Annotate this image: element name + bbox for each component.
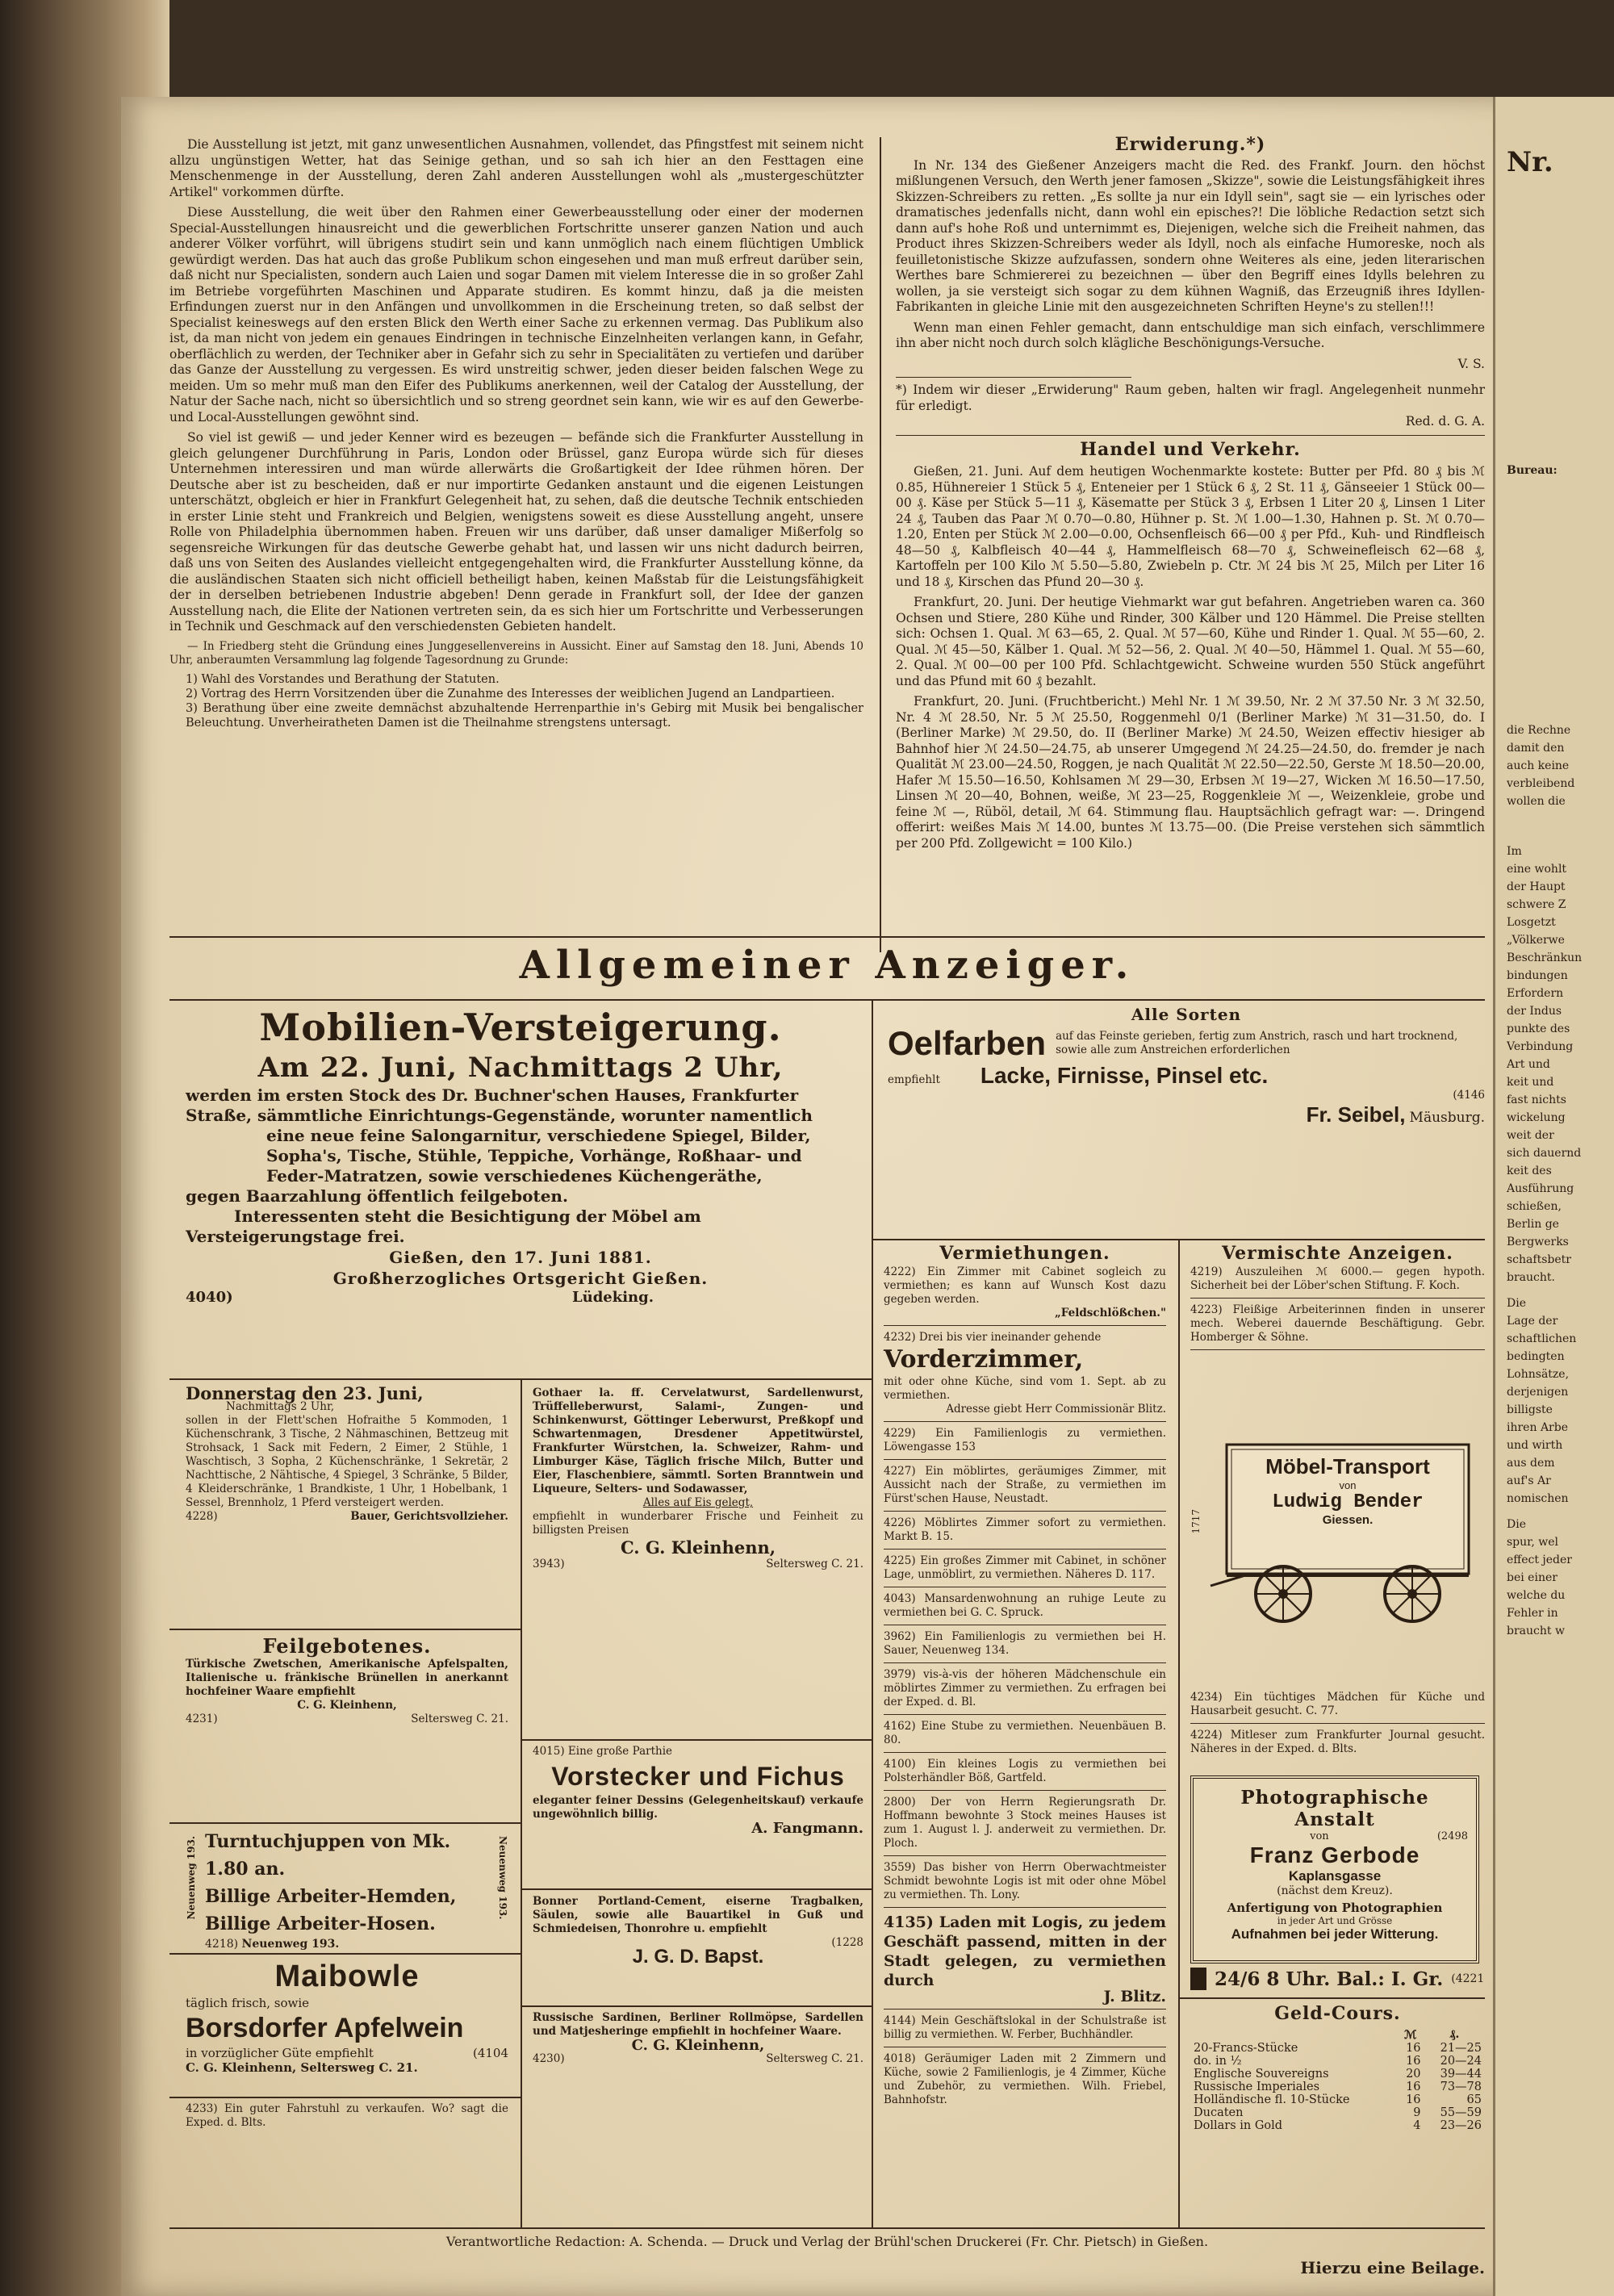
feilgebotenes-signer: C. G. Kleinhenn, (297, 1699, 397, 1712)
exchange-rate-table (1190, 2027, 1485, 2132)
pfennig-value: 55—59 (1440, 2106, 1482, 2119)
donnerstag-body: sollen in der Flett'schen Hofraithe 5 Kommoden, 1 Küchenschrank, 3 Tische, 2 Nähmaschinen, Bettzeug mit Strohsack, 1 Sack mit Federn, 2 Eimer, 2 Stühle, 1 Waschtisch, 3 Sopha, 2 Küchenschränke, 1 Sekretär, 2 Nachttische, 2 Nähtische, 4 Spiegel, 3 Schränke, 5 Bilder, 4 Kleiderschränke, 1 Brandkiste, 1 Uhr, 1 Hobelbank, 1 Sessel, Brennholz, 1 Pferd versteigert werden. (186, 1414, 508, 1509)
rental-ad: 4226) Möblirtes Zimmer sofort zu vermiethen. Markt B. 15. (884, 1516, 1166, 1543)
article-paragraph: Die Ausstellung ist jetzt, mit ganz unwesentlichen Ausnahmen, vollendet, das Pfingstfest mit seinem nicht allzu ungünstigen Wetter, hat das Seinige gethan, und so sah ich hier an den Festtagen eine Menschenmenge in der Ausstellung, deren Zahl anderen Ausstellungen wohl als „mustergeschützter Artikel" vorkommen dürfte. (169, 137, 863, 199)
adjacent-page-line: sich dauernd (1507, 1147, 1582, 1160)
donnerstag-signer: Bauer, Gerichtsvollzieher. (350, 1510, 508, 1523)
adjacent-page-text (1495, 97, 1614, 1640)
adjacent-page-line: billigste (1507, 1403, 1553, 1416)
article-paragraph: So viel ist gewiß — und jeder Kenner wird es bezeugen — befände sich die Frankfurter Ausstellung in gleich gelungener Durchführung in Paris, London oder Brüssel, ganz Europa würde sich für dieses Unternehmen interessiren und man würde allerwärts die Großartigkeit der Idee rühmen hören. Der Deutsche aber ist zu bescheiden, daß er nur importirte Gedanken anstaunt und die eigenen Leistungen unterschätzt, obgleich er hier in Frankfurt Gelegenheit hat, zu sehen, daß die deutsche Technik entschieden in erster Linie steht und Frankreich und Belgien, wenigstens soweit es diese Ausstellung angeht, unsere Rolle von Philadelphia übernommen haben. Freuen wir uns darüber, daß unser damaliger Mißerfolg so segensreiche Wirkungen für das deutsche Gewerbe gehabt hat, und lassen wir uns nicht dadurch beirren, daß uns von Seiten des Auslandes vielleicht entgegengehalten wird, die Frankfurter Ausstellung könne, da die ausländischen Staaten sich nicht officiell betheiligt haben, keinen Maßstab für die Leistungsfähigkeit der in derselben betriebenen Industrie abgeben! Denn gerade in Frankfurt soll, der Idee der ganzen Ausstellung nach, die Elite der Nationen vertreten sein, da es sich hier um Fortschritte und Verbesserungen in Technik und Geschmack auf den verschiedensten Gebieten handelt. (169, 430, 863, 634)
adjacent-page-line: braucht w (1507, 1625, 1565, 1637)
adjacent-page-line: weit der (1507, 1129, 1554, 1142)
wagon-von: von (1339, 1479, 1357, 1491)
coin-name: 20-Francs-Stücke (1194, 2042, 1298, 2055)
section-rule (896, 435, 1485, 436)
table-row (1190, 2119, 1485, 2132)
photo-name: Franz Gerbode (1249, 1842, 1420, 1867)
coin-name: Englische Souvereigns (1194, 2068, 1329, 2081)
bal-text: 24/6 8 Uhr. Bal.: I. Gr. (1215, 1968, 1444, 1990)
ad-number: 4015) (533, 1745, 565, 1758)
adjacent-page-line: bindungen (1507, 969, 1568, 982)
rental-list (884, 1421, 1166, 1908)
section-rule (521, 1888, 872, 1890)
ad-number: 4230) (533, 2052, 565, 2065)
rental-ad: 4222) Ein Zimmer mit Cabinet sogleich zu vermiethen; es kann auf Wunsch Kost dazu gegeben werden. (884, 1265, 1166, 1306)
adjacent-page-line: Ausführung (1507, 1182, 1574, 1195)
misc-ad: 4234) Ein tüchtiges Mädchen für Küche und Hausarbeit gesucht. C. 77. (1190, 1691, 1485, 1717)
adjacent-page-line: und wirth (1507, 1439, 1563, 1452)
column-header: ₰. (1449, 2027, 1460, 2041)
wagon-title: Möbel-Transport (1265, 1454, 1430, 1478)
maibowle-title: Maibowle (274, 1959, 420, 1993)
ad-number: 1717 (1190, 1509, 1202, 1534)
adjacent-page-line: Die (1507, 1297, 1526, 1310)
fahrstuhl-ad: 4233) Ein guter Fahrstuhl zu verkaufen. Wo? sagt die Exped. d. Blts. (186, 2102, 508, 2129)
adjacent-page-line: punkte des (1507, 1023, 1570, 1035)
adjacent-page-line: bei einer (1507, 1571, 1558, 1584)
oelfarben-desc: auf das Feinste gerieben, fertig zum Anstrich, rasch und hart trocknend, sowie alle zum Anstreichen erforderlichen (1056, 1030, 1458, 1056)
agenda-item: 3) Berathung über eine zweite demnächst abzuhaltende Herrenparthie in's Gebirg mit Musik bei bengalischer Beleuchtung. Unverheiratheten Damen ist die Theilnahme strengstens untersagt. (186, 701, 863, 730)
imprint: Verantwortliche Redaction: A. Schenda. — Druck und Verlag der Brühl'schen Druckerei (Fr. Chr. Pietsch) in Gießen. (445, 2234, 1209, 2249)
auction-payment: gegen Baarzahlung öffentlich feilgeboten. (186, 1186, 568, 1206)
donnerstag-auction-ad (186, 1383, 508, 1524)
donnerstag-time: Nachmittags 2 Uhr, (226, 1400, 335, 1413)
pfennig-value: 73—78 (1440, 2081, 1482, 2093)
auction-ad (186, 1005, 855, 1306)
column-divider (1178, 1239, 1180, 2227)
adjacent-page-line: Lohnsätze, (1507, 1368, 1570, 1381)
footnote-signature: Red. d. G. A. (1405, 414, 1485, 429)
photo-service: Anfertigung von Photographien (1227, 1901, 1443, 1915)
ad-rule (884, 1325, 1166, 1326)
adjacent-page-line: fast nichts (1507, 1094, 1566, 1106)
oelfarben-ad (888, 1005, 1485, 1127)
coin-name: Russische Imperiales (1194, 2081, 1320, 2093)
anzeiger-title: Allgemeiner Anzeiger. (519, 943, 1135, 988)
adjacent-page-line: spur, wel (1507, 1536, 1558, 1549)
rental-ad: 2800) Der von Herrn Regierungsrath Dr. Hoffmann bewohnte 3 Stock meines Hauses ist zum 1. August l. J. anderweit zu vermiethen. Dr. Ploch. (884, 1796, 1166, 1850)
misc-ad: 4223) Fleißige Arbeiterinnen finden in unserer mech. Weberei dauernde Beschäftigung. Gebr. Homberger & Söhne. (1190, 1303, 1485, 1344)
feilgebotenes-body: Türkische Zwetschen, Amerikanische Apfelspalten, Italienische u. fränkische Brünellen in anerkannt hochfeiner Waare empfiehlt (186, 1658, 508, 1698)
adjacent-page-line: Im (1507, 845, 1522, 858)
ad-number: (4104 (472, 2046, 508, 2060)
adjacent-page-line: welche du (1507, 1589, 1566, 1602)
photo-weather: Aufnahmen bei jeder Witterung. (1231, 1926, 1439, 1942)
oelfarben-signature-row (888, 1102, 1485, 1127)
vorstecker-signer: A. Fangmann. (751, 1820, 863, 1837)
mark-value: 16 (1406, 2042, 1421, 2055)
column-divider (880, 137, 881, 952)
adjacent-page-line: keit und (1507, 1076, 1554, 1089)
maibowle-quality: in vorzüglicher Güte empfiehlt (186, 2046, 374, 2060)
article-paragraph: Diese Ausstellung, die weit über den Rahmen einer Gewerbeausstellung oder einer der modernen Special-Ausstellungen hinausreicht und die gewerblichen Fortschritte unserer ganzen Nation und auch anderer Völker vorführt, will übrigens studirt sein und kann unmöglich nach einem flüchtigen Umblick gewürdigt werden. Das hat auch das große Publikum schon eingesehen und man muß erfreut darüber sein, daß nicht nur Specialisten, sondern auch Laien und sogar Damen mit vielem Interesse die in so großer Zahl im Betriebe vorgeführten Maschinen und Apparate studiren. Es kommt hinzu, daß ja die meisten Erfindungen zuerst nur in den Anfängen und unvollkommen in die Erscheinung treten, so daß selbst der Specialist keineswegs auf den ersten Blick den Werth einer Sache zu erkennen vermag. Das Publikum also ist, da man nicht von jedem ein genaues Eindringen in technische Einzelnheiten verlangen kann, in Gefahr, oberflächlich zu werden, der Techniker aber in Gefahr sich zu sehr in Specialitäten zu vertiefen und darüber das Ganze der Ausstellung zu vergessen. Es wird unstreitig schwer, jeden dieser beiden falschen Wege zu meiden. Um so mehr muß man den Eifer des Publikums anerkennen, weil der Catalog der Ausstellung, der Natur der Sache nach, nicht so übersichtlich und so streng geordnet sein kann, wie wir es auf den Gewerbe- und Local-Ausstellungen gewöhnt sind. (169, 205, 863, 424)
mark-value: 16 (1406, 2081, 1421, 2093)
agenda-list (186, 672, 863, 730)
auction-signer: Lüdeking. (571, 1289, 654, 1306)
adjacent-page-line: derjenigen (1507, 1386, 1569, 1399)
agenda-item: 2) Vortrag des Herrn Vorsitzenden über die Zunahme des Interesses der weiblichen Jugend an Landpartieen. (186, 687, 835, 701)
sardinen-ad (533, 2011, 863, 2066)
column-divider (872, 1001, 873, 2227)
arbeiter-ad (186, 1828, 508, 1949)
rental-ad: 3559) Das bisher von Herrn Oberwachtmeister Schmidt bewohnte Logis ist mit oder ohne Möbel zu vermiethen. Th. Lony. (884, 1861, 1166, 1901)
adjacent-page-line: verbleibend (1507, 777, 1575, 790)
address-side-right: Neuenweg 193. (497, 1836, 508, 1920)
ad-number: (4146 (1453, 1089, 1485, 1102)
ad-number: (4221 (1451, 1972, 1485, 1985)
bal-ad (1190, 1968, 1485, 1990)
photo-von-row (1202, 1830, 1468, 1842)
arbeiter-line: Turntuchjuppen von Mk. 1.80 an. (205, 1831, 451, 1880)
arbeiter-address: Neuenweg 193. (241, 1938, 340, 1951)
section-rule (169, 999, 1485, 1001)
adjacent-page-line: wollen die (1507, 795, 1566, 808)
adjacent-page-line: braucht. (1507, 1271, 1555, 1284)
geld-cours-section (1190, 2003, 1485, 2132)
sardinen-address: Seltersweg C. 21. (766, 2052, 863, 2065)
bauartikel-body: Bonner Portland-Cement, eiserne Tragbalken, Säulen, sowie alle Bauartikel in Guß und Schmiedeisen, Thonrohre u. empfiehlt (533, 1895, 863, 1935)
erwiderung-title: Erwiderung.*) (1114, 134, 1266, 155)
section-rule (1178, 1997, 1485, 1999)
vermiethungen-section (884, 1243, 1166, 2107)
arbeiter-line: Billige Arbeiter-Hosen. (205, 1913, 436, 1934)
bauartikel-ad (533, 1895, 863, 1968)
oelfarben-title: Oelfarben (888, 1024, 1047, 1062)
coin-name: Ducaten (1194, 2106, 1244, 2119)
adjacent-page-line: wickelung (1507, 1111, 1566, 1124)
ad-rule (884, 1907, 1166, 1908)
pfennig-value: 65 (1466, 2093, 1482, 2106)
handel-title: Handel und Verkehr. (1080, 438, 1301, 460)
auction-place-date: Gießen, den 17. Juni 1881. (389, 1248, 652, 1267)
table-row (1190, 2093, 1485, 2106)
oelfarben-products: Lacke, Firnisse, Pinsel etc. (980, 1063, 1269, 1088)
adjacent-page-line: Beschränkun (1507, 951, 1583, 964)
adjacent-page-line: bedingten (1507, 1350, 1565, 1363)
ad-rule (884, 2009, 1166, 2010)
oelfarben-row (888, 1024, 1485, 1063)
photo-title: Photographische Anstalt (1240, 1787, 1429, 1830)
beilage-notice: Hierzu eine Beilage. (1300, 2258, 1485, 2277)
pfennig-value: 23—26 (1440, 2119, 1482, 2132)
market-report-frankfurt-cattle: Frankfurt, 20. Juni. Der heutige Viehmarkt war gut befahren. Angetrieben waren ca. 360 Ochsen und Stiere, 280 Kühe und Rinder, 300 Kälber und 120 Hämmel. Die Preise stellten sich: Ochsen 1. Qual. ℳ 63—65, 2. Qual. ℳ 57—60, Kühe und Rinder 1. Qual. ℳ 55—60, 2. Qual. ℳ 45—50, Kälber 1. Qual. ℳ 52—56, 2. Qual. ℳ 40—50, Hämmel 1. Qual. ℳ 55—60, 2. Qual. ℳ 00—00 per 100 Pfd. Schlachtgewicht. Schweine wurden 550 Stück angeführt und das Pfund mit 60 ₰ bezahlt. (896, 595, 1485, 688)
sardinen-signature-row (533, 2052, 863, 2066)
photo-von: von (1310, 1830, 1329, 1842)
misc-ad: 4224) Mitleser zum Frankfurter Journal gesucht. Näheres in der Exped. d. Blts. (1190, 1729, 1485, 1755)
coin-name: Holländische fl. 10-Stücke (1194, 2093, 1350, 2106)
table-header-row (1190, 2027, 1485, 2042)
delikatessen-ad (533, 1386, 863, 1571)
donnerstag-title: Donnerstag den 23. Juni, (186, 1383, 424, 1403)
photo-size: in jeder Art und Grösse (1277, 1915, 1393, 1926)
vorderzimmer-title: Vorderzimmer, (884, 1345, 1084, 1374)
table-row (1190, 2042, 1485, 2055)
feilgebotenes-signature-row (186, 1713, 508, 1726)
rental-ad: 4144) Mein Geschäftslokal in der Schulstraße ist billig zu vermiethen. W. Ferber, Buchhändler. (884, 2014, 1166, 2041)
rental-ad: 4043) Mansardenwohnung an ruhige Leute zu vermiethen bei G. C. Spruck. (884, 1592, 1166, 1619)
footer-rule (169, 2227, 1485, 2229)
rental-ad: 4227) Ein möblirtes, geräumiges Zimmer, mit Aussicht nach der Straße, zu vermiethen im Fürst'schen Hause, Neustadt. (884, 1465, 1166, 1505)
mark-value: 4 (1413, 2119, 1421, 2132)
ad-number: (1228 (831, 1936, 863, 1949)
mark-value: 16 (1406, 2055, 1421, 2068)
adjacent-page-line: schwere Z (1507, 898, 1566, 911)
arbeiter-signature-row (205, 1938, 489, 1951)
ad-number: 4231) (186, 1713, 218, 1725)
table-row (1190, 2068, 1485, 2081)
adjacent-page-line: Losgetzt (1507, 916, 1556, 929)
table-row (1190, 2055, 1485, 2068)
arbeiter-line: Billige Arbeiter-Hemden, (205, 1886, 457, 1907)
rental-ad: 3962) Ein Familienlogis zu vermiethen bei H. Sauer, Neuenweg 134. (884, 1630, 1166, 1657)
adjacent-page-line: auch keine (1507, 759, 1570, 772)
auction-title: Mobilien-Versteigerung. (259, 1006, 782, 1049)
ad-rule (1190, 1349, 1485, 1350)
vermischte-title: Vermischte Anzeigen. (1222, 1243, 1453, 1264)
footnote-rule (896, 377, 1131, 378)
adjacent-page-line: keit des (1507, 1165, 1552, 1177)
erwiderung-signature: V. S. (1457, 356, 1485, 371)
vermischte-section (1190, 1243, 1485, 1355)
adjacent-page-line: „Völkerwe (1507, 934, 1565, 947)
misc-ad: 4219) Auszuleihen ℳ 6000.— gegen hypoth. Sicherheit bei der Löber'schen Stiftung. F. Koch. (1190, 1265, 1485, 1292)
maibowle-signer: C. G. Kleinhenn, Seltersweg C. 21. (186, 2060, 418, 2075)
ad-rule (1190, 1298, 1485, 1299)
adjacent-page-line: ihren Arbe (1507, 1421, 1568, 1434)
sardinen-signer: C. G. Kleinhenn, (631, 2037, 765, 2054)
section-rule-main (169, 936, 1485, 938)
wagon-name: Ludwig Bender (1272, 1491, 1424, 1513)
maibowle-ad (186, 1957, 508, 2075)
adjacent-page-line: schaftlichen (1507, 1332, 1577, 1345)
sardinen-body: Russische Sardinen, Berliner Rollmöpse, Sardellen und Matjesheringe empfiehlt in hochfeiner Waare. (533, 2011, 863, 2038)
section-rule (169, 1629, 521, 1630)
adjacent-page-line: damit den (1507, 742, 1565, 755)
photo-street: Kaplansgasse (1288, 1868, 1382, 1884)
oelfarben-street: Mäusburg. (1409, 1110, 1485, 1126)
mark-value: 20 (1406, 2068, 1421, 2081)
vorderzimmer-body: mit oder ohne Küche, sind vom 1. Sept. ab zu vermiethen. (884, 1375, 1166, 1402)
ad-rule (1190, 1723, 1485, 1724)
adjacent-page-line: Art und (1507, 1058, 1550, 1071)
feilgebotenes-ad (186, 1634, 508, 1726)
ad-rule (884, 1511, 1166, 1512)
arbeiter-lines (205, 1828, 489, 1938)
feilgebotenes-address: Seltersweg C. 21. (411, 1713, 508, 1725)
moebel-transport-ad (1190, 1437, 1485, 1679)
adjacent-page-line: eine wohlt (1507, 863, 1567, 876)
auction-items: eine neue feine Salongarnitur, verschiedene Spiegel, Bilder, Sopha's, Tische, Stühle, Teppiche, Vorhänge, Roßhaar- und Feder-Matratzen, sowie verschiedenes Küchengeräthe, (266, 1126, 811, 1186)
address-side-left: Neuenweg 193. (186, 1836, 197, 1920)
laden-signer: J. Blitz. (1103, 1988, 1166, 2005)
pfennig-value: 20—24 (1440, 2055, 1482, 2068)
misc-ads-2 (1190, 1691, 1485, 1756)
delikatessen-address: Seltersweg C. 21. (766, 1558, 863, 1570)
adjacent-page-line: nomischen (1507, 1492, 1569, 1505)
ad-number: 4218) (205, 1938, 239, 1951)
delikatessen-ice: Alles auf Eis gelegt, (642, 1496, 754, 1509)
auction-interest: Interessenten steht die Besichtigung der Möbel am Versteigerungstage frei. (186, 1207, 701, 1246)
adjacent-page-strip (1493, 97, 1614, 2296)
adjacent-page-line: Bergwerks (1507, 1236, 1569, 1248)
donnerstag-signature-row (186, 1510, 508, 1524)
adjacent-page-line: Verbindung (1507, 1040, 1574, 1053)
auction-signature-row (186, 1289, 855, 1306)
coin-name: Dollars in Gold (1194, 2119, 1283, 2132)
column-header: ℳ (1403, 2027, 1417, 2042)
adjacent-page-line: Die (1507, 1518, 1526, 1531)
delikatessen-signer: C. G. Kleinhenn, (620, 1537, 776, 1558)
friedberg-notice: — In Friedberg steht die Gründung eines Junggesellenvereins in Aussicht. Einer auf Samstag den 18. Juni, Abends 10 Uhr, anberaumten Versammlung lag folgende Tagesordnung zu Grunde: (169, 639, 863, 667)
section-rule (521, 1739, 872, 1741)
maibowle-sub: täglich frisch, sowie (186, 1996, 310, 2010)
ad-rule (884, 1714, 1166, 1715)
rental-ad: 4100) Ein kleines Logis zu vermiethen bei Polsterhändler Böß, Gartfeld. (884, 1758, 1166, 1784)
erwiderung-footnote: *) Indem wir dieser „Erwiderung" Raum geben, halten wir fragl. Angelegenheit nunmehr für erledigt. (896, 383, 1485, 413)
erwiderung-body: In Nr. 134 des Gießener Anzeigers macht die Red. des Frankf. Journ. den höchst mißlungenen Versuch, den Werth jener famosen „Skizze", sowie die Leistungsfähigkeit ihres Skizzen-Schreibers zu retten. „Es sollte ja nur ein Idyll sein", sagt sie — ein lyrisches oder dramatisches jedenfalls nicht, dann wohl ein episches?! Die löbliche Redaction setzt sich dann auf's hohe Roß und unternimmt es, Diejenigen, welche sich die Freiheit nahmen, das Product ihres Skizzen-Schreibers weder als Idyll, noch als einfache Humoreske, noch als feuilletonistische Skizze aufzufassen, sondern ohne Weiteres als eine, jeden literarischen Werthes bare Schmiererei zu bezeichnen — über den Begriff eines Idylls belehren zu wollen, ja sie versteigt sich sogar zu dem kühnen Wagniß, das Erzeugniß ihres Idyllen-Fabrikanten in gleiche Linie mit den ausgezeichneten Schriften Heyne's zu stellen!!! (896, 157, 1485, 314)
auction-authority: Großherzogliches Ortsgericht Gießen. (332, 1269, 709, 1288)
auction-date: Am 22. Juni, Nachmittags 2 Uhr, (257, 1052, 784, 1084)
adjacent-page-line: die Rechne (1507, 724, 1571, 737)
adjacent-page-line: Bureau: (1507, 464, 1558, 477)
erwiderung-article (896, 134, 1485, 856)
feilgebotenes-title: Feilgebotenes. (262, 1634, 432, 1658)
pfennig-value: 21—25 (1440, 2042, 1482, 2055)
ad-rule (884, 1459, 1166, 1460)
adjacent-page-line: Nr. (1507, 146, 1553, 178)
exchange-rate-body (1190, 2042, 1485, 2132)
ad-number: 4040) (186, 1289, 233, 1306)
ad-rule (884, 1752, 1166, 1753)
vermiethungen-title: Vermiethungen. (939, 1243, 1110, 1264)
pfennig-value: 39—44 (1440, 2068, 1482, 2081)
vorstecker-intro-row (533, 1745, 863, 1759)
rental-ad: 4018) Geräumiger Laden mit 2 Zimmern und Küche, sowie 2 Familienlogis, je 4 Zimmer, Küche und Zubehör, zu vermiethen. Wilh. Friebel, Bahnhofstr. (884, 2052, 1166, 2106)
market-report-giessen: Gießen, 21. Juni. Auf dem heutigen Wochenmarkte kostete: Butter per Pfd. 80 ₰ bis ℳ 0.85, Hühnereier 1 Stück 5 ₰, Enteneier per 1 Stück 6 ₰, 2 St. 11 ₰, Gänseeier 1 Stück 00—00 ₰. Käse per Stück 5—11 ₰, Käsematte per Stück 3 ₰, Erbsen 1 Liter 20 ₰, Linsen 1 Liter 24 ₰, Tauben das Paar ℳ 0.70—0.80, Hühner p. St. ℳ 1.00—1.30, Hahnen p. St. ℳ 0.70—1.20, Enten per Stück ℳ 2.00—0.00, Ochsenfleisch 66—00 ₰ per Pfd., Kuh- und Rindfleisch 48—50 ₰, Kalbfleisch 40—44 ₰, Hammelfleisch 68—70 ₰, Schweinefleisch 62—68 ₰, Kartoffeln per 100 Kilo ℳ 5.50—5.80, Zwiebeln p. Ctr. ℳ 24 bis ℳ 25, Milch per Liter 16 und 18 ₰, Kirschen das Pfund 20—30 ₰. (896, 464, 1485, 589)
rental-ad: 3979) vis-à-vis der höheren Mädchenschule ein möblirtes Zimmer zu vermiethen. Zu erfragen bei der Exped. d. Bl. (884, 1668, 1166, 1708)
oelfarben-signer: Fr. Seibel, (1306, 1102, 1406, 1127)
ad-rule (884, 1421, 1166, 1422)
erwiderung-body: Wenn man einen Fehler gemacht, dann entschuldige man sich einfach, verschlimmere ihn aber nicht noch durch solch klägliche Beschönigungs-Versuche. (896, 320, 1485, 350)
adjacent-page-line: Erfordern (1507, 987, 1564, 1000)
oelfarben-products-row (888, 1063, 1485, 1089)
adjacent-page-line: schaftsbetr (1507, 1253, 1571, 1266)
ad-number: 4228) (186, 1510, 218, 1523)
coin-name: do. in ½ (1194, 2055, 1242, 2068)
agenda-item: 1) Wahl des Vorstandes und Berathung der Statuten. (186, 672, 500, 686)
adjacent-page-line: der Indus (1507, 1005, 1562, 1018)
vorstecker-body: eleganter feiner Dessins (Gelegenheitskauf) verkaufe ungewöhnlich billig. (533, 1794, 863, 1821)
vorderzimmer-signer: Adresse giebt Herr Commissionär Blitz. (946, 1403, 1166, 1416)
exhibition-article (169, 137, 863, 730)
newspaper-page (121, 97, 1614, 2296)
section-rule (169, 1822, 521, 1824)
adjacent-page-line: Lage der (1507, 1315, 1558, 1328)
adjacent-page-line: schießen, (1507, 1200, 1562, 1213)
delikatessen-body: Gothaer la. ff. Cervelatwurst, Sardellenwurst, Trüffelleberwurst, Salami-, Zungen- und Schinkenwurst, Göttinger Leberwurst, Preßkopf und Schwartenmagen, Dresdener Appetitwürstel, Frankfurter Würstchen, la. Schweizer, Rahm- und Limburger Käse, Täglich frische Milch, Butter und Eier, Flaschenbiere, sämmtl. Sorten Branntwein und Liqueure, Selters- und Sodawasser, (533, 1386, 863, 1495)
adjacent-page-line: Fehler in (1507, 1607, 1558, 1620)
wagon-lettering (1227, 1454, 1469, 1527)
vorstecker-ad (533, 1745, 863, 1835)
vorderzimmer-intro: 4232) Drei bis vier ineinander gehende (884, 1331, 1102, 1344)
section-rule (521, 2005, 872, 2007)
vorstecker-intro: Eine große Parthie (567, 1745, 672, 1758)
rental-ad: 4229) Ein Familienlogis zu vermiethen. Löwengasse 153 (884, 1427, 1166, 1453)
laden-ad: 4135) Laden mit Logis, zu jedem Geschäft passend, mitten in der Stadt gelegen, zu vermiethen durch (884, 1913, 1166, 1989)
column-divider (521, 1378, 522, 2227)
mark-value: 16 (1406, 2093, 1421, 2106)
section-rule (169, 2097, 521, 2098)
ad-rule (884, 1855, 1166, 1856)
adjacent-page-line: effect jeder (1507, 1554, 1572, 1566)
adjacent-page-line: Berlin ge (1507, 1218, 1559, 1231)
rental-ad-signer: „Feldschlößchen." (1055, 1307, 1166, 1319)
market-report-frankfurt-grain: Frankfurt, 20. Juni. (Fruchtbericht.) Mehl Nr. 1 ℳ 39.50, Nr. 2 ℳ 37.50 Nr. 3 ℳ 32.50, Nr. 4 ℳ 28.50, Nr. 5 ℳ 25.50, Roggenmehl 0/1 (Berliner Marke) ℳ 31—31.50, do. I (Berliner Marke) ℳ 29.50, do. II (Berliner Marke) ℳ 24.50, Weizen effectiv hiesiger ab Bahnhof hier ℳ 24.50—24.75, ab unserer Umgegend ℳ 24.25—24.50, do. fremder je nach Qualität ℳ 23.00—24.50, Roggen, je nach Qualität ℳ 22.50—22.50, Gerste ℳ 18.50—20.00, Hafer ℳ 15.50—16.50, Kohlsamen ℳ 29—30, Erbsen ℳ 19—27, Wicken ℳ 16.50—17.50, Linsen ℳ 20—40, Bohnen, weiße, ℳ 23—25, Roggenkleie ℳ —, Weizenkleie, grobe und feine ℳ —, Rüböl, detail, ℳ 64. Stimmung flau. Hauptsächlich gefragt war: —. Dringend offerirt: weißes Mais ℳ 14.00, buntes ℳ 13.75—00. (Die Preise verstehen sich sämmtlich per 200 Pfd. Zollgewicht = 100 Kilo.) (896, 694, 1485, 851)
ad-number: 3943) (533, 1558, 565, 1570)
adjacent-page-line: aus dem (1507, 1457, 1555, 1470)
table-row (1190, 2081, 1485, 2093)
rental-ad: 4162) Eine Stube zu vermiethen. Neuenbäuen B. 80. (884, 1720, 1166, 1746)
section-rule (169, 1953, 521, 1955)
ad-rule (884, 1790, 1166, 1791)
ad-number: (2498 (1436, 1830, 1468, 1842)
ad-rule (884, 1662, 1166, 1663)
delikatessen-recommend: empfiehlt in wunderbarer Frische und Feinheit zu billigsten Preisen (533, 1510, 863, 1537)
photo-studio-ad (1190, 1775, 1479, 1964)
adjacent-page-line: auf's Ar (1507, 1474, 1551, 1487)
geld-cours-title: Geld-Cours. (1274, 2003, 1401, 2024)
table-row (1190, 2106, 1485, 2119)
apfelwein-title: Borsdorfer Apfelwein (186, 2013, 464, 2043)
auction-intro: werden im ersten Stock des Dr. Buchner'schen Hauses, Frankfurter Straße, sämmtliche Einrichtungs-Gegenstände, worunter namentlich (186, 1085, 813, 1125)
black-block-decoration (1190, 1968, 1206, 1990)
maibowle-quality-row (186, 2046, 508, 2060)
oelfarben-head: Alle Sorten (1131, 1005, 1242, 1024)
rental-ad: 4225) Ein großes Zimmer mit Cabinet, in schöner Lage, unmöblirt, zu vermiethen. Näheres D. 117. (884, 1554, 1166, 1581)
bauartikel-signer: J. G. D. Bapst. (632, 1946, 764, 1968)
delikatessen-signature-row (533, 1558, 863, 1571)
photo-near: (nächst dem Kreuz). (1277, 1884, 1393, 1897)
adjacent-page-line: der Haupt (1507, 880, 1566, 893)
wagon-city: Giessen. (1322, 1513, 1374, 1527)
mark-value: 9 (1413, 2106, 1421, 2119)
oelfarben-empfiehlt: empfiehlt (888, 1073, 940, 1086)
vorstecker-title: Vorstecker und Fichus (551, 1762, 845, 1791)
